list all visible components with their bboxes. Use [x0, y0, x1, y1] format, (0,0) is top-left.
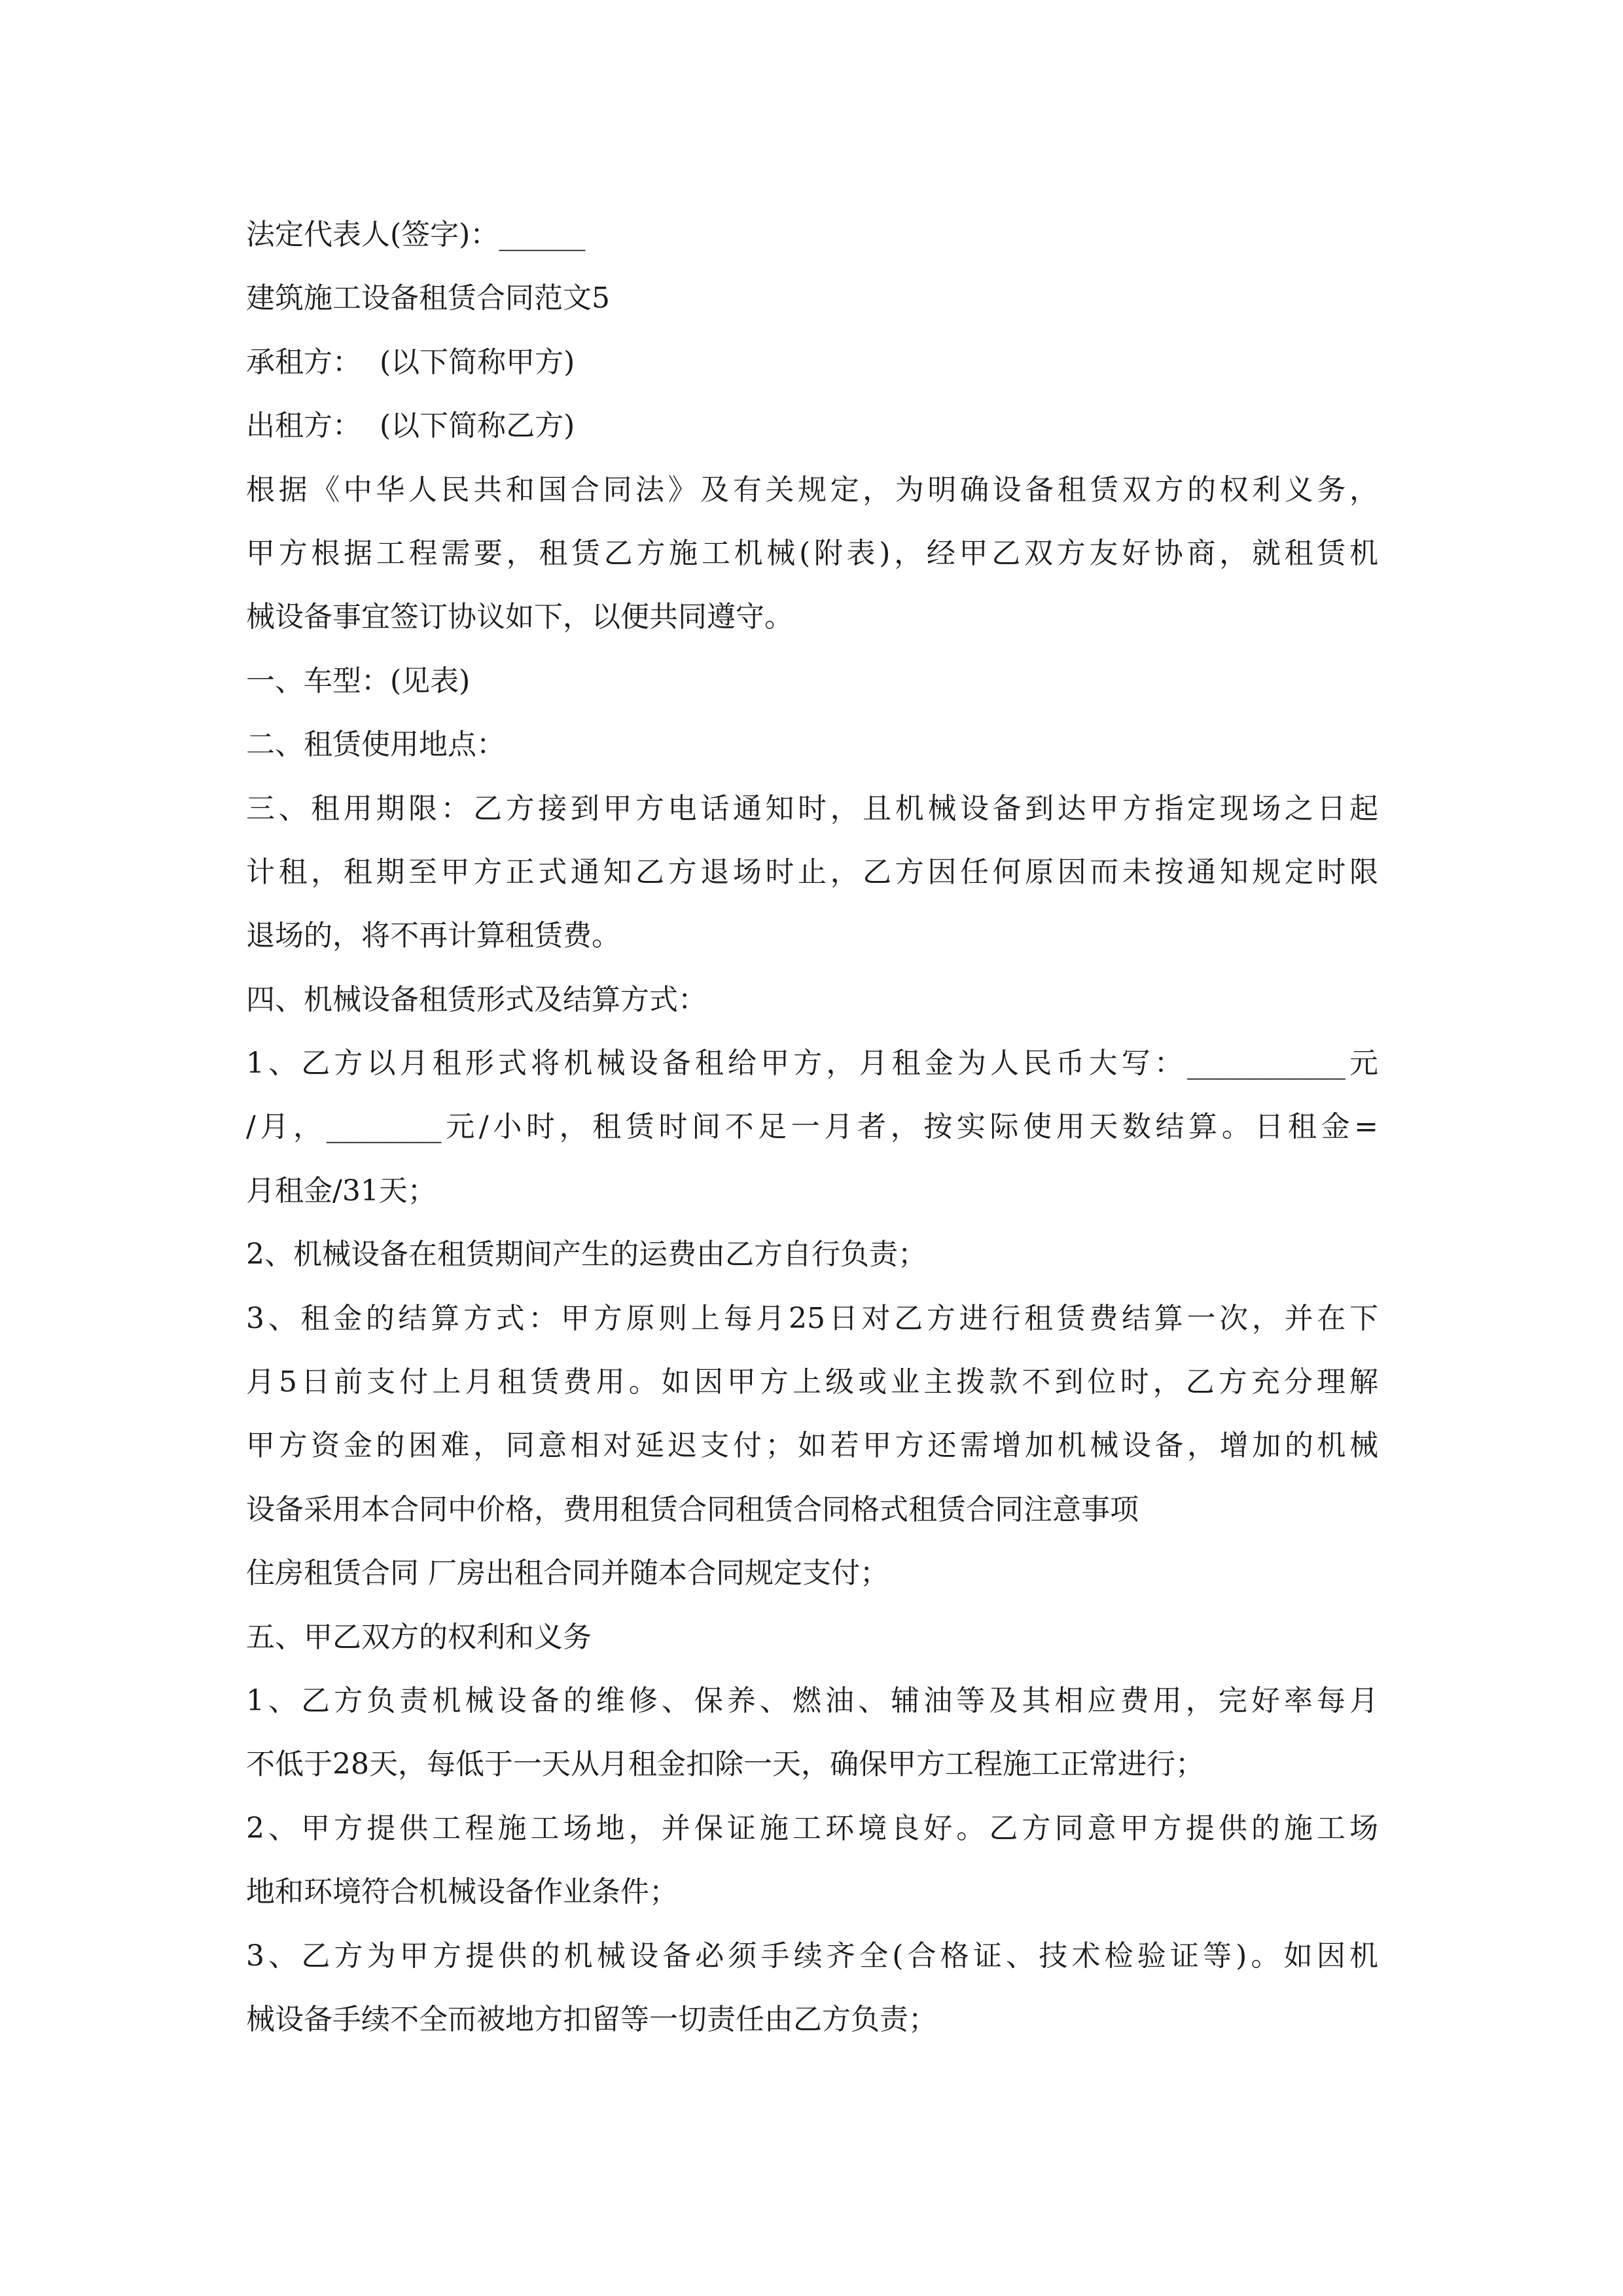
text-line: 二、租赁使用地点： [246, 728, 505, 762]
text-line: 地和环境符合机械设备作业条件； [246, 1875, 678, 1909]
text-line: 2、甲方提供工程施工场地，并保证施工环境良好。乙方同意甲方提供的施工场 [246, 1811, 1378, 1845]
text-line: 1、乙方负责机械设备的维修、保养、燃油、辅油等及其相应费用，完好率每月 [246, 1683, 1378, 1717]
text-line: 3、乙方为甲方提供的机械设备必须手续齐全(合格证、技术检验证等)。如因机 [246, 1939, 1378, 1973]
text-line: 甲方根据工程需要，租赁乙方施工机械(附表)，经甲乙双方友好协商，就租赁机 [246, 536, 1378, 570]
text-line: 不低于28天，每低于一天从月租金扣除一天，确保甲方工程施工正常进行； [246, 1748, 1204, 1782]
text-line: 三、租用期限：乙方接到甲方电话通知时，且机械设备到达甲方指定现场之日起 [246, 791, 1378, 825]
text-line: 甲方资金的困难，同意相对延迟支付；如若甲方还需增加机械设备，增加的机械 [246, 1429, 1378, 1463]
text-line: 一、车型：(见表) [246, 664, 471, 698]
text-line: 建筑施工设备租赁合同范文5 [246, 281, 610, 315]
text-line: 住房租赁合同 厂房出租合同并随本合同规定支付； [246, 1556, 889, 1590]
text-line: 法定代表人(签字)：______ [246, 218, 586, 251]
text-line: 五、甲乙双方的权利和义务 [246, 1620, 592, 1654]
contract-body [246, 203, 1378, 2051]
text-line: 3、租金的结算方式：甲方原则上每月25日对乙方进行租赁费结算一次，并在下 [246, 1301, 1378, 1335]
text-line: 出租方： (以下简称乙方) [246, 409, 575, 443]
text-line: 根据《中华人民共和国合同法》及有关规定，为明确设备租赁双方的权利义务， [246, 473, 1378, 507]
text-line: 退场的，将不再计算租赁费。 [246, 919, 620, 953]
text-line: 月5日前支付上月租赁费用。如因甲方上级或业主拨款不到位时，乙方充分理解 [246, 1365, 1378, 1399]
text-line: /月，________元/小时，租赁时间不足一月者，按实际使用天数结算。日租金= [246, 1110, 1378, 1144]
text-line: 械设备手续不全而被地方扣留等一切责任由乙方负责； [246, 2002, 937, 2036]
text-line: 设备采用本合同中价格，费用租赁合同租赁合同格式租赁合同注意事项 [246, 1492, 1139, 1526]
text-line: 四、机械设备租赁形式及结算方式： [246, 982, 707, 1016]
text-line: 1、乙方以月租形式将机械设备租给甲方，月租金为人民币大写：___________元 [246, 1047, 1378, 1081]
text-line: 承租方： (以下简称甲方) [246, 345, 575, 379]
text-line: 2、机械设备在租赁期间产生的运费由乙方自行负责； [246, 1238, 927, 1272]
text-line: 械设备事宜签订协议如下，以便共同遵守。 [246, 600, 793, 634]
text-line: 计租，租期至甲方正式通知乙方退场时止，乙方因任何原因而未按通知规定时限 [246, 855, 1378, 889]
text-line: 月租金/31天； [246, 1174, 437, 1208]
